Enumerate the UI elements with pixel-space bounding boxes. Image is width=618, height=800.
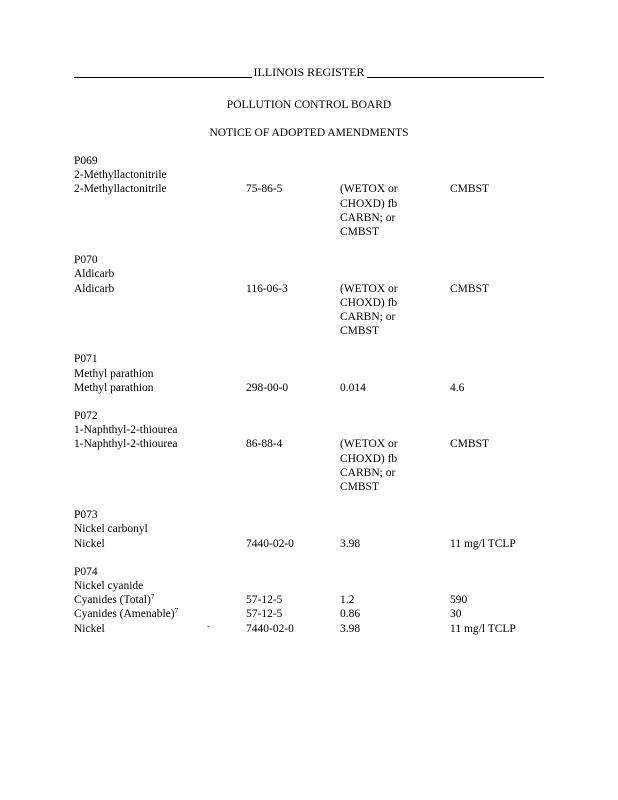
nonwastewater-standard: 30: [450, 608, 462, 621]
constituent-row: [74, 381, 574, 395]
waste-description: 1-Naphthyl-2-thiourea: [74, 424, 178, 437]
cas-number: 7440-02-0: [246, 537, 294, 550]
nonwastewater-standard: 4.6: [450, 381, 465, 394]
nonwastewater-standard: 11 mg/l TCLP: [450, 537, 516, 550]
waste-entry: [74, 154, 574, 239]
wastewater-standard: 0.014: [340, 381, 366, 394]
waste-code: P073: [74, 509, 98, 522]
constituent-name: Aldicarb: [74, 282, 115, 295]
constituent-name: Nickel: [74, 622, 105, 635]
nonwastewater-standard: CMBST: [450, 282, 489, 295]
nonwastewater-standard: 11 mg/l TCLP: [450, 622, 516, 635]
waste-code: P071: [74, 353, 98, 366]
footnote-ref: 7: [174, 607, 179, 616]
constituent-name: 1-Naphthyl-2-thiourea: [74, 438, 178, 451]
cas-number: 116-06-3: [246, 282, 288, 295]
footnote-ref: 7: [150, 593, 155, 602]
wastewater-standard: (WETOX or CHOXD) fb CARBN; or CMBST: [340, 438, 398, 494]
nonwastewater-standard: 590: [450, 594, 468, 607]
constituent-name: 2-Methyllactonitrile: [74, 183, 167, 196]
waste-entry: [74, 253, 574, 338]
waste-entry: [74, 508, 574, 551]
constituent-row: [74, 622, 574, 636]
waste-description: Nickel carbonyl: [74, 523, 148, 536]
wastewater-standard: 1.2: [340, 594, 355, 607]
constituent-row: [74, 607, 574, 621]
constituent-row: [74, 437, 574, 494]
board-title: POLLUTION CONTROL BOARD: [226, 99, 392, 111]
notice-title: NOTICE OF ADOPTED AMENDMENTS: [209, 127, 409, 139]
wastewater-standard: 0.86: [340, 608, 361, 621]
stray-mark: .: [207, 619, 210, 629]
constituent-name: Methyl parathion: [74, 381, 154, 394]
wastewater-standard: 3.98: [340, 622, 361, 635]
wastewater-standard: 3.98: [340, 537, 361, 550]
register-title: ILLINOIS REGISTER: [253, 65, 365, 79]
waste-entry: [74, 352, 574, 395]
waste-description: Methyl parathion: [74, 367, 154, 380]
waste-code: P069: [74, 155, 98, 167]
waste-code: P070: [74, 254, 98, 267]
wastewater-standard: (WETOX or CHOXD) fb CARBN; or CMBST: [340, 282, 398, 338]
constituent-row: [74, 593, 574, 607]
cas-number: 86-88-4: [246, 438, 283, 451]
nonwastewater-standard: CMBST: [450, 183, 489, 196]
waste-code: P074: [74, 565, 98, 578]
waste-entry: [74, 409, 574, 494]
cas-number: 57-12-5: [246, 594, 283, 607]
cas-number: 298-00-0: [246, 381, 289, 394]
constituent-name: Cyanides (Amenable)$^7$: [74, 607, 179, 621]
constituent-name: Nickel: [74, 537, 105, 550]
waste-description: Nickel cyanide: [74, 580, 144, 593]
constituent-row: [74, 537, 574, 551]
waste-code: P072: [74, 410, 98, 423]
waste-code-table: [74, 154, 574, 650]
cas-number: 57-12-5: [246, 608, 283, 621]
constituent-name: Cyanides (Total)$^7$: [74, 593, 155, 607]
waste-description: Aldicarb: [74, 268, 115, 281]
constituent-row: [74, 182, 574, 239]
constituent-row: [74, 282, 574, 339]
waste-description: 2-Methyllactonitrile: [74, 169, 167, 182]
cas-number: 75-86-5: [246, 183, 283, 196]
cas-number: 7440-02-0: [246, 622, 294, 635]
waste-entry: [74, 565, 574, 636]
wastewater-standard: (WETOX or CHOXD) fb CARBN; or CMBST: [340, 183, 398, 239]
nonwastewater-standard: CMBST: [450, 438, 489, 451]
